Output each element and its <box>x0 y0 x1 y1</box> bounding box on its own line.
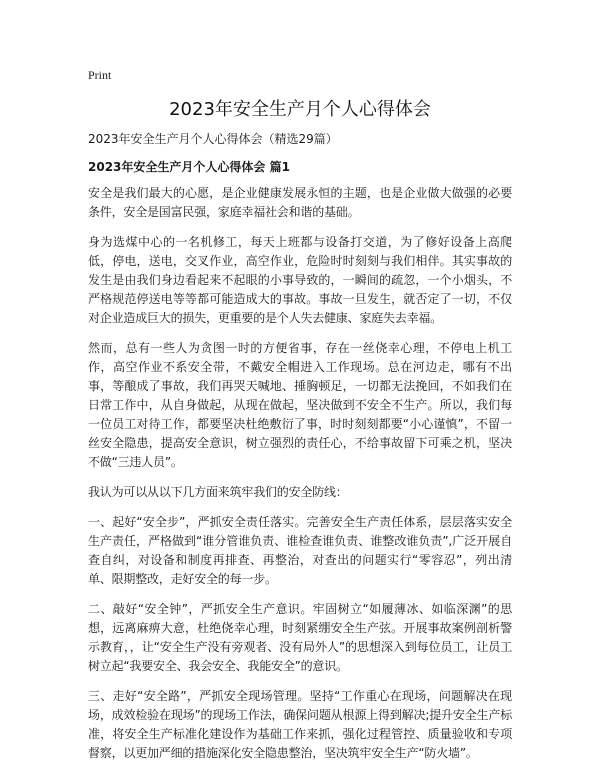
paragraph: 然而，总有一些人为贪图一时的方便省事，存在一丝侥幸心理，不停电上机工作，高空作业不系安全带，不戴安全帽进入工作现场。总在河边走，哪有不出事，等酿成了事故，我们再哭天喊地、捶胸顿足，一切都无法挽回，不如我们在日常工作中，从自身做起，从现在做起，坚决做到不安全不生产。所以，我们每一位员工对待工作，都要坚决杜绝敷衍了事，时时刻刻都要“小心谨慎”，不留一丝安全隐患，提高安全意识，树立强烈的责任心，不给事故留下可乘之机，坚决不做“三违人员”。 <box>88 341 512 469</box>
section-heading: 2023年安全生产月个人心得体会 篇1 <box>88 160 290 174</box>
page-title: 2023年安全生产月个人心得体会 <box>169 99 431 120</box>
paragraph: 三、走好“安全路”，严抓安全现场管理。坚持“工作重心在现场，问题解决在现场，成效检验在现场”的现场工作法，确保问题从根源上得到解决;提升安全生产标准，将安全生产标准化建设作为基础工作来抓，强化过程管控、质量验收和专项督察，以更加严细的措施深化安全隐患整治，坚决筑牢安全生产“防火墙”。 <box>88 689 512 760</box>
paragraph: 安全是我们最大的心愿，是企业健康发展永恒的主题，也是企业做大做强的必要条件，安全是国富民强，家庭幸福社会和谐的基础。 <box>88 186 512 219</box>
paragraph: 一、起好“安全步”，严抓安全责任落实。完善安全生产责任体系，层层落实安全生产责任，严格做到“谁分管谁负责、谁检查谁负责、谁整改谁负责”,广泛开展自查自纠，对设备和制度再排查、再整治，对查出的问题实行“零容忍”，列出清单、限期整改，走好安全的每一步。 <box>88 515 512 586</box>
document-subtitle: 2023年安全生产月个人心得体会（精选29篇） <box>88 132 338 146</box>
paragraph: 二、敲好“安全钟”，严抓安全生产意识。牢固树立“如履薄冰、如临深渊”的思想，远离麻痹大意，杜绝侥幸心理，时刻紧绷安全生产弦。开展事故案例剖析警示教育，，让“安全生产没有旁观者、没有局外人”的思想深入到每位员工，让员工树立起“我要安全、我会安全、我能安全”的意识。 <box>88 602 512 673</box>
document-body <box>88 130 512 774</box>
paragraph: 身为选煤中心的一名机修工，每天上班都与设备打交道，为了修好设备上高爬低，停电，送电，交叉作业，高空作业，危险时时刻刻与我们相伴。其实事故的发生是由我们身边看起来不起眼的小事导致的，一瞬间的疏忽，一个小烟头，不严格规范停送电等等都可能造成大的事故。事故一旦发生，就否定了一切，不仅对企业造成巨大的损失，更重要的是个人失去健康、家庭失去幸福。 <box>88 235 512 325</box>
print-link[interactable]: Print <box>88 68 112 82</box>
paragraph: 我认为可以从以下几方面来筑牢我们的安全防线： <box>88 485 348 499</box>
